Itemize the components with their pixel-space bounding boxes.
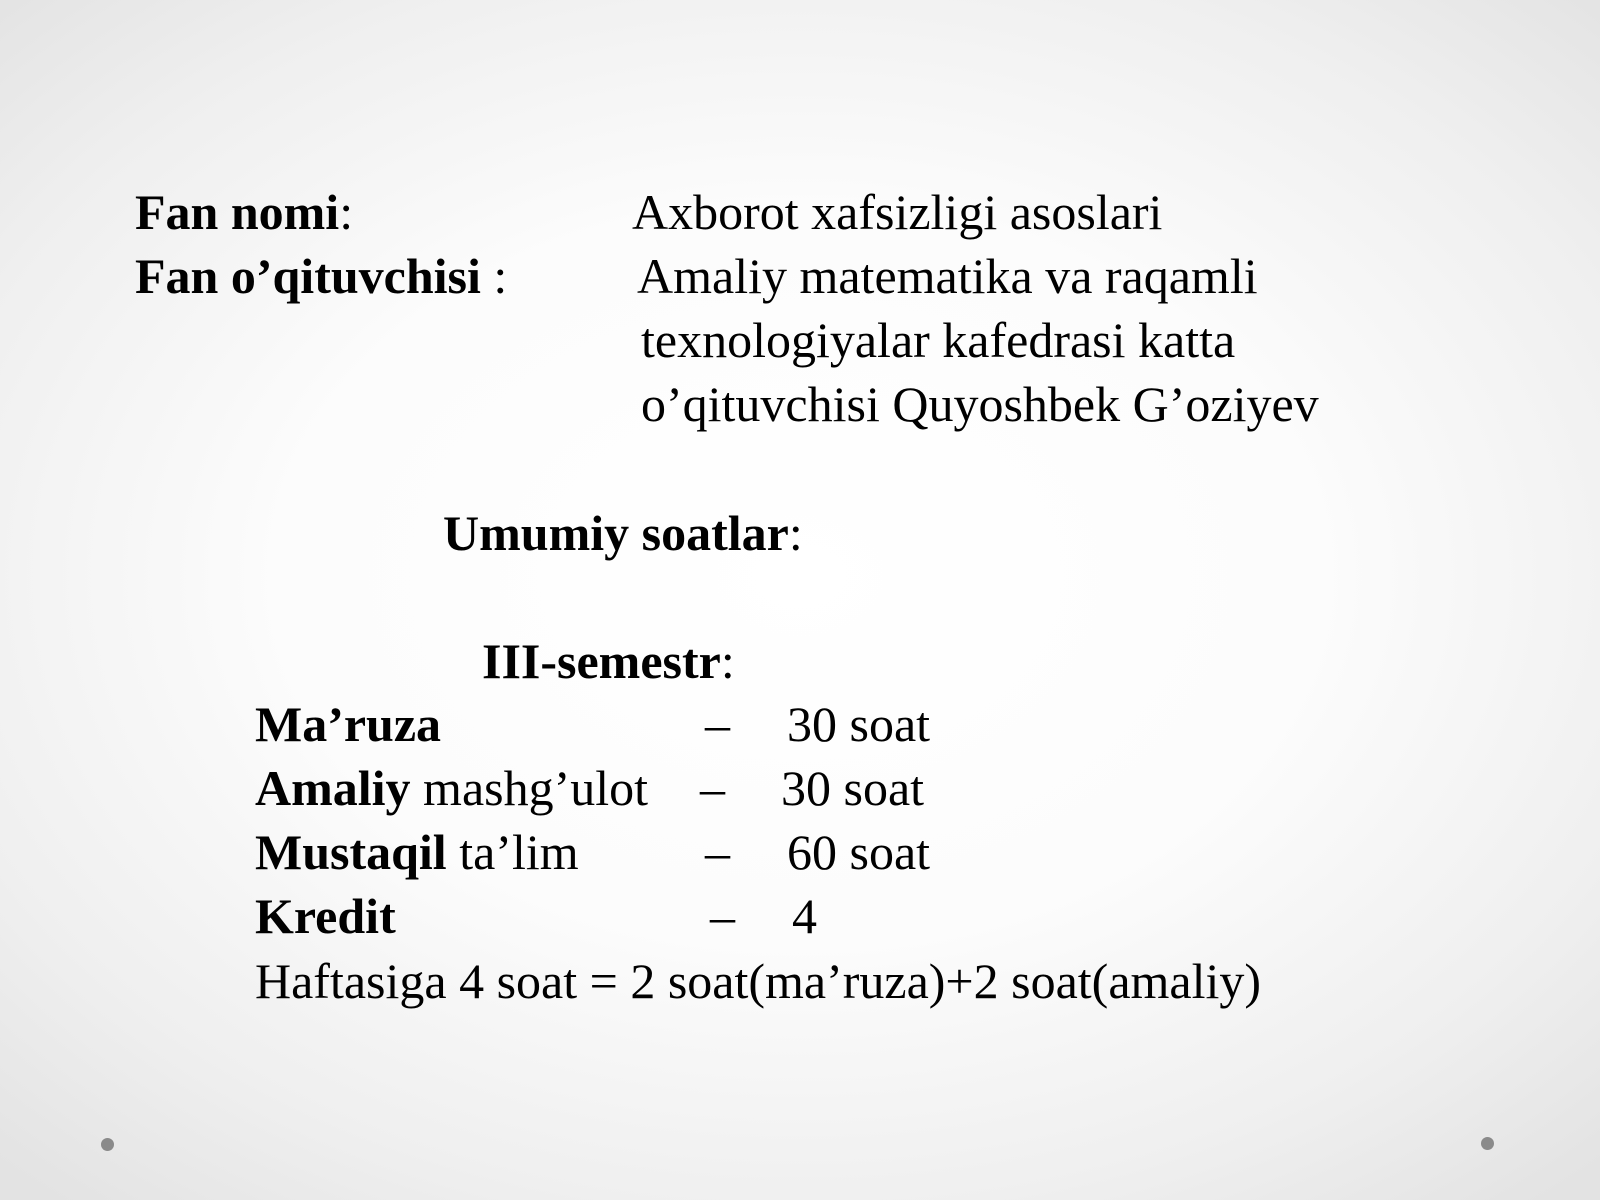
hours-row-selfstudy-bold: Mustaqil <box>255 824 447 880</box>
hours-row-practice-normal: mashg’ulot <box>410 760 649 816</box>
hours-title-line <box>443 505 803 561</box>
hours-row-lecture-bold: Ma’ruza <box>255 696 442 752</box>
hours-row-practice-bold: Amaliy <box>255 760 411 816</box>
hours-row-lecture-value: 30 soat <box>787 696 931 752</box>
teacher-value-line-2: texnologiyalar kafedrasi katta <box>641 312 1236 368</box>
hours-row-credit-bold: Kredit <box>255 888 396 944</box>
semester-label: III-semestr <box>482 633 721 689</box>
decorative-dot-right <box>1481 1137 1494 1150</box>
hours-row-practice-label <box>255 760 649 816</box>
hours-row-selfstudy-normal: ta’lim <box>446 824 579 880</box>
hours-title: Umumiy soatlar <box>443 505 789 561</box>
hours-row-lecture-label <box>255 696 442 752</box>
hours-row-selfstudy-label <box>255 824 579 880</box>
teacher-label: Fan o’qituvchisi <box>135 248 481 304</box>
teacher-value-line-3: o’qituvchisi Quyoshbek G’oziyev <box>641 376 1319 432</box>
hours-row-practice-dash: – <box>700 760 725 816</box>
subject-label: Fan nomi <box>135 184 340 240</box>
teacher-colon: : <box>480 248 508 304</box>
hours-row-selfstudy-dash: – <box>705 824 730 880</box>
weekly-hours-line: Haftasiga 4 soat = 2 soat(ma’ruza)+2 soat(amaliy) <box>255 953 1262 1009</box>
teacher-label-line <box>135 248 508 304</box>
hours-row-practice-value: 30 soat <box>781 760 925 816</box>
hours-row-selfstudy-value: 60 soat <box>787 824 931 880</box>
teacher-value-line-1: Amaliy matematika va raqamli <box>637 248 1258 304</box>
hours-row-lecture-dash: – <box>705 696 730 752</box>
subject-colon: : <box>339 184 354 240</box>
hours-title-colon: : <box>788 505 803 561</box>
subject-label-line <box>135 184 354 240</box>
subject-value: Axborot xafsizligi asoslari <box>632 184 1163 240</box>
decorative-dot-left <box>101 1138 114 1151</box>
hours-row-credit-label <box>255 888 396 944</box>
semester-colon: : <box>720 633 735 689</box>
hours-row-credit-value: 4 <box>792 888 817 944</box>
semester-line <box>482 633 735 689</box>
hours-row-credit-dash: – <box>710 888 735 944</box>
